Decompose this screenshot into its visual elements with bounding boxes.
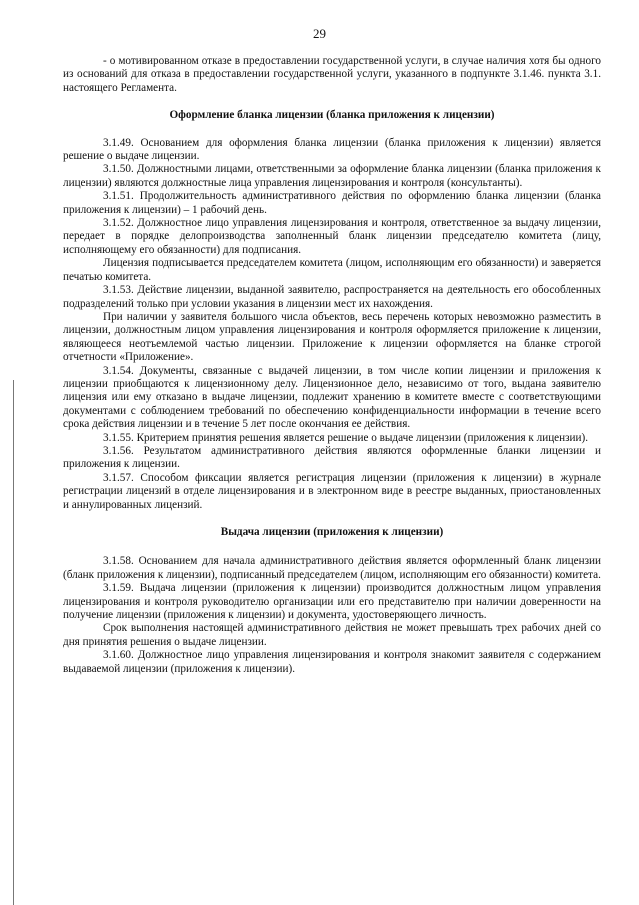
paragraph-3-1-60: 3.1.60. Должностное лицо управления лицензирования и контроля знакомит заявителя с содержанием выдаваемой лицензии (приложения к лицензии). xyxy=(63,649,601,675)
paragraph-3-1-57: 3.1.57. Способом фиксации является регистрация лицензии (приложения к лицензии) в журнале регистрации лицензий в отделе лицензирования и в электронном виде в реестре выданных, приостановленных и аннулированных лицензий. xyxy=(63,471,601,511)
paragraph-deadline: Срок выполнения настоящей административного действия не может превышать трех рабочих дней со дня принятия решения о выдаче лицензии. xyxy=(63,622,601,648)
paragraph-refusal-notice: - о мотивированном отказе в предоставлении государственной услуги, в случае наличия хотя бы одного из оснований для отказа в предоставлении государственной услуги, указанного в подпункте 3.1.46. пункта 3.1. настоящего Регламента. xyxy=(63,55,601,94)
paragraph-3-1-51: 3.1.51. Продолжительность административного действия по оформлению бланка лицензии (бланка приложения к лицензии) – 1 рабочий день. xyxy=(63,190,601,216)
paragraph-3-1-55: 3.1.55. Критерием принятия решения является решение о выдаче лицензии (приложения к лицензии). xyxy=(103,431,589,444)
section-heading-license-issuance: Выдача лицензии (приложения к лицензии) xyxy=(220,526,444,538)
paragraph-3-1-58: 3.1.58. Основанием для начала административного действия является оформленный бланк лицензии (бланк приложения к лицензии), подписанный председателем (лицом, исполняющим его обязанности) комитета. xyxy=(63,555,601,581)
paragraph-3-1-53: 3.1.53. Действие лицензии, выданной заявителю, распространяется на деятельность его обособленных подразделений только при условии указания в лицензии мест их нахождения. xyxy=(63,284,601,310)
paragraph-3-1-52: 3.1.52. Должностное лицо управления лицензирования и контроля, ответственное за выдачу лицензии, передает в порядке делопроизводства заполненный бланк лицензии председателю комитета (лицу, исполняющему его обязанности) для подписания. xyxy=(63,217,601,256)
section-heading-license-form: Оформление бланка лицензии (бланка приложения к лицензии) xyxy=(169,109,495,122)
paragraph-3-1-59: 3.1.59. Выдача лицензии (приложения к лицензии) производится должностным лицом управления лицензирования и контроля руководителю организации или его представителю при наличии доверенности на получение лицензии (приложения к лицензии) и документа, удостоверяющего личность. xyxy=(63,582,601,622)
paragraph-multiple-objects: При наличии у заявителя большого числа объектов, весь перечень которых невозможно разместить в лицензии, должностным лицом управления лицензирования и контроля оформляется приложение к лицензии, являющееся неотъемлемой частью лицензии. Приложение к лицензии оформляется на бланке строгой отчетности «Приложение». xyxy=(63,310,601,364)
page-number: 29 xyxy=(313,26,326,41)
paragraph-3-1-54: 3.1.54. Документы, связанные с выдачей лицензии, в том числе копии лицензии и приложения к лицензии приобщаются к лицензионному делу. Лицензионное дело, независимо от того, выдана заявителю лицензия или ему отказано в выдаче лицензии, подлежит хранению в комитете вместе с соответствующими документами с соблюдением требований по обеспечению конфиденциальности информации в течение всего срока действия лицензии и в течение 5 лет после окончания ее действия. xyxy=(63,364,601,431)
paragraph-3-1-49: 3.1.49. Основанием для оформления бланка лицензии (бланка приложения к лицензии) является решение о выдаче лицензии. xyxy=(63,136,601,163)
scan-edge-line xyxy=(13,380,14,905)
paragraph-3-1-56: 3.1.56. Результатом административного действия являются оформленные бланки лицензии и приложения к лицензии. xyxy=(63,444,601,471)
paragraph-license-signing: Лицензия подписывается председателем комитета (лицом, исполняющим его обязанности) и заверяется печатью комитета. xyxy=(63,257,601,283)
paragraph-3-1-50: 3.1.50. Должностными лицами, ответственными за оформление бланка лицензии (бланка приложения к лицензии) являются должностные лица управления лицензирования и контроля (консультанты). xyxy=(63,163,601,189)
document-body xyxy=(63,55,601,676)
